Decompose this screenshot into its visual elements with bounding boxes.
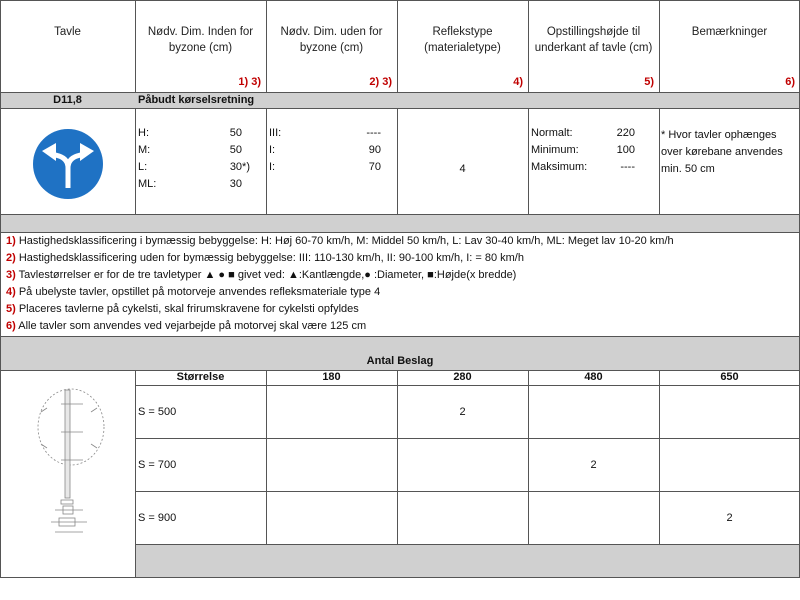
dim-label: I: [269,161,276,173]
height-label: Minimum: [531,144,579,156]
dim-value: 30*) [229,161,250,173]
height-value: 220 [616,127,635,139]
ref-reflex-type: 4) [513,76,523,88]
remark-line: * Hvor tavler ophænges [661,129,777,141]
ref-remarks: 6) [785,76,795,88]
ref-dim-inside: 1) 3) [238,76,261,88]
col-header-180: 180 [322,371,341,383]
height-value: 100 [616,144,635,156]
dim-value: 50 [229,127,242,139]
mount-height-list [531,127,655,178]
header-dim-inside: Nødv. Dim. Inden for byzone (cm) [147,26,254,54]
reflex-type-value: 4 [459,163,466,175]
remark-line: min. 50 cm [661,163,715,175]
cell: 2 [726,512,733,524]
sign-code: D11,8 [53,94,82,106]
footnote-3: 3) Tavlestørrelser er for de tre tavletyper ▲ ● ■ givet ved: ▲:Kantlængde,● :Diameter, ■:Højde(x bredde) [6,269,517,281]
sign-name: Påbudt kørselsretning [138,94,255,106]
cell: 2 [459,406,466,418]
header-reflex-type: Reflekstype (materialetype) [424,26,501,54]
size-header: Størrelse [176,371,225,383]
dims-outside-list [269,127,393,178]
dims-inside-list [138,127,262,195]
header-remarks: Bemærkninger [691,26,768,38]
remark-line: over kørebane anvendes [661,146,783,158]
footnote-2: 2) Hastighedsklassificering uden for bymæssig bebyggelse: III: 110-130 km/h, II: 90-100 km/h, I: = 80 km/h [6,252,524,264]
row-label: S = 500 [138,406,177,418]
col-header-650: 650 [720,371,739,383]
sign-pole-mounting-diagram-icon [25,382,115,552]
dim-label: ML: [138,178,157,190]
footnote-1: 1) Hastighedsklassificering i bymæssig bebyggelse: H: Høj 60-70 km/h, M: Middel 50 km/h, L: Lav 30-40 km/h, ML: Meget lav 10-20 km/h [6,235,674,247]
header-tavle: Tavle [54,26,81,38]
dim-label: M: [138,144,151,156]
dim-label: III: [269,127,282,139]
col-header-480: 480 [584,371,603,383]
separator-band [0,214,800,232]
cell: 2 [590,459,597,471]
footnote-4: 4) På ubelyste tavler, opstillet på motorveje anvendes refleksmateriale type 4 [6,286,381,298]
keep-left-or-right-arrow-sign-icon [30,126,106,202]
footnote-5: 5) Placeres tavlerne på cykelsti, skal frirumskravene for cykelsti opfyldes [6,303,359,315]
ref-mount-height: 5) [644,76,654,88]
row-label: S = 700 [138,459,177,471]
dim-value: ---- [366,127,381,139]
dim-value: 50 [229,144,242,156]
remarks [661,127,799,178]
beslag-footer-band [135,544,800,578]
ref-dim-outside: 2) 3) [369,76,392,88]
height-value: ---- [620,161,635,173]
height-label: Normalt: [531,127,573,139]
beslag-title: Antal Beslag [366,355,434,367]
header-mount-height: Opstillingshøjde til underkant af tavle (cm) [534,26,653,54]
dim-label: I: [269,144,276,156]
col-header-280: 280 [453,371,472,383]
header-dim-outside: Nødv. Dim. uden for byzone (cm) [280,26,383,54]
dim-label: H: [138,127,149,139]
dim-label: L: [138,161,148,173]
footnote-6: 6) Alle tavler som anvendes ved vejarbejde på motorvej skal være 125 cm [6,320,367,332]
height-label: Maksimum: [531,161,588,173]
row-label: S = 900 [138,512,177,524]
dim-value: 30 [229,178,242,190]
dim-value: 70 [368,161,381,173]
dim-value: 90 [368,144,381,156]
